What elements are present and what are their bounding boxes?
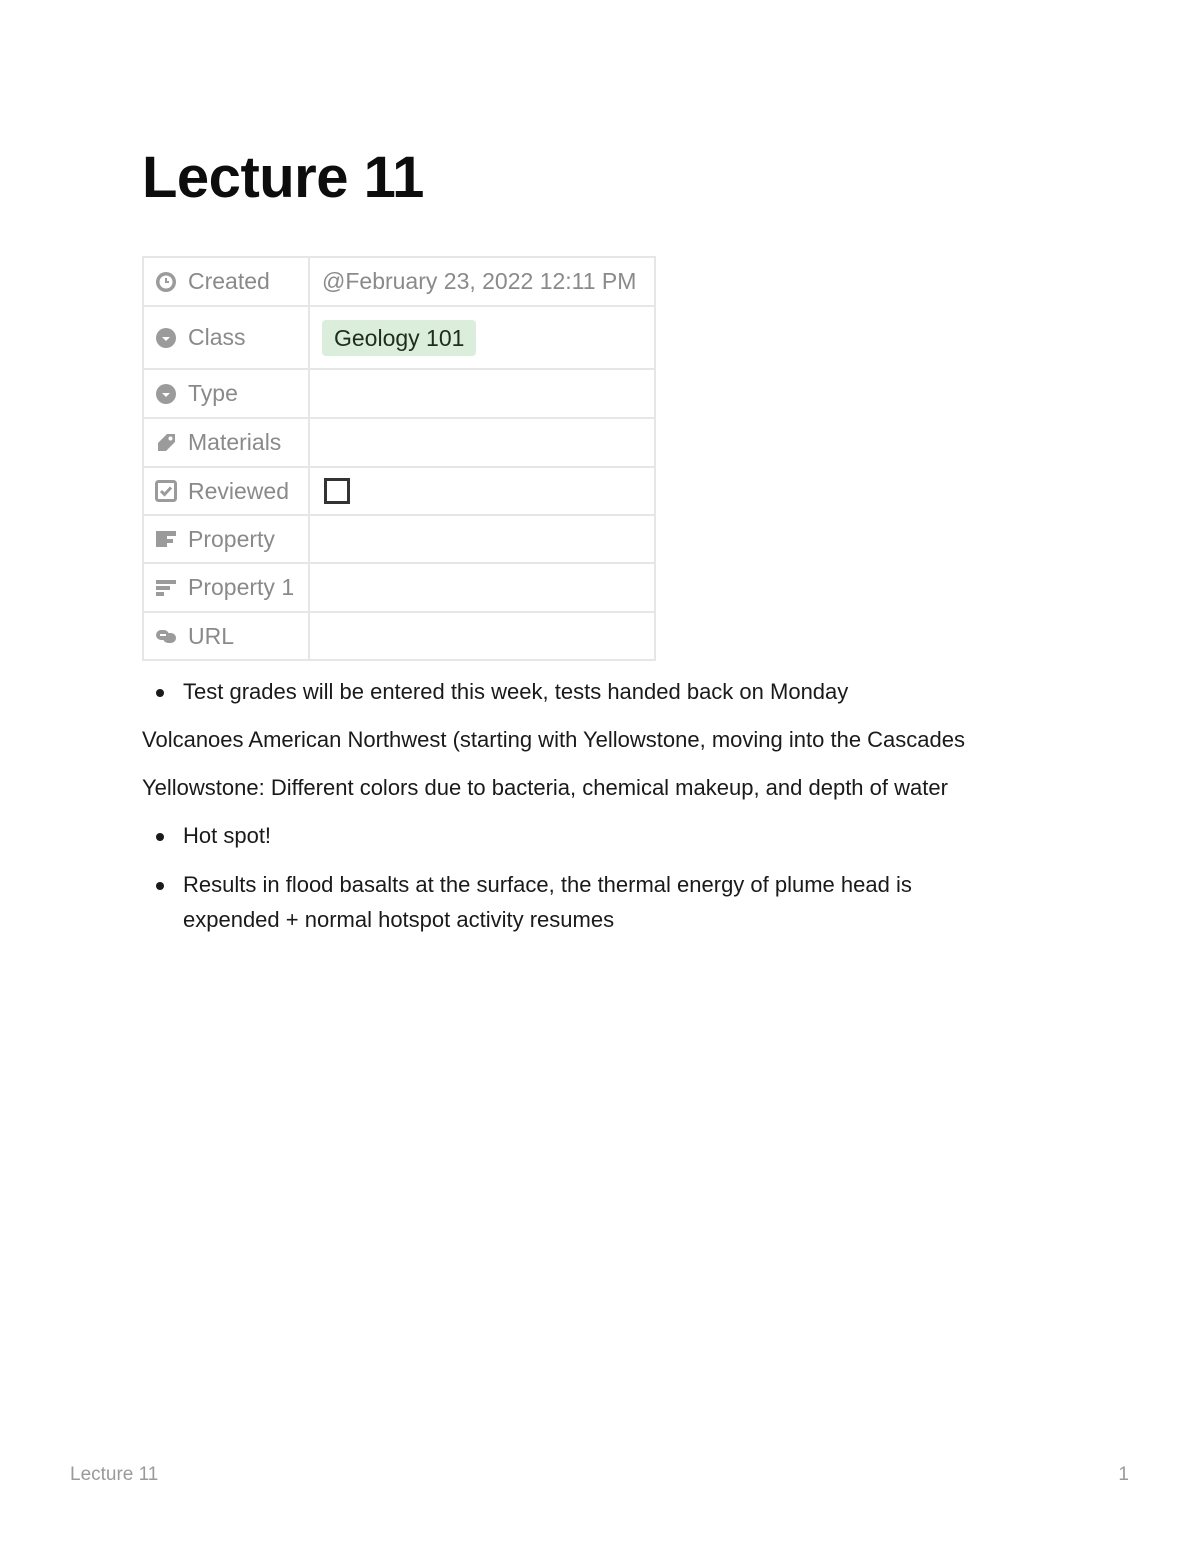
url-value-cell[interactable] [309, 612, 655, 660]
bullet-list [142, 674, 1042, 710]
bullet-list [142, 818, 1042, 937]
property-key[interactable] [143, 369, 309, 418]
select-icon [155, 327, 177, 349]
property-row-url [143, 612, 655, 660]
materials-value-cell[interactable] [309, 418, 655, 467]
property-key[interactable] [143, 563, 309, 612]
select-icon [155, 383, 177, 405]
text-icon [155, 528, 177, 550]
property-label: Property 1 [188, 574, 295, 600]
class-tag[interactable]: Geology 101 [322, 320, 476, 356]
property-label: Reviewed [188, 477, 289, 504]
list-item: Hot spot! [142, 818, 1042, 854]
page-number: 1 [1118, 1464, 1129, 1485]
created-value-cell[interactable] [309, 257, 655, 306]
property-key[interactable] [143, 418, 309, 467]
list-item: Results in flood basalts at the surface, the thermal energy of plume head is expended + normal hotspot activity resumes [142, 867, 1013, 937]
type-value-cell[interactable] [309, 369, 655, 418]
clock-icon [155, 271, 177, 293]
text-icon [155, 577, 177, 599]
property-value-cell[interactable] [309, 515, 655, 563]
footer-title: Lecture 11 [70, 1464, 159, 1485]
property-row-type [143, 369, 655, 418]
property-key[interactable] [143, 306, 309, 369]
property-row-reviewed [143, 467, 655, 515]
property-1-value-cell[interactable] [309, 563, 655, 612]
property-row-materials [143, 418, 655, 467]
property-label: Class [188, 324, 246, 350]
property-key[interactable] [143, 467, 309, 515]
checkbox-icon [155, 480, 177, 502]
property-row-created [143, 257, 655, 306]
property-label: URL [188, 622, 235, 649]
reviewed-value-cell [309, 467, 655, 515]
class-value-cell[interactable] [309, 306, 655, 369]
file-icon [155, 432, 177, 454]
property-key[interactable] [143, 257, 309, 306]
properties-table [142, 256, 656, 661]
property-label: Property [188, 525, 275, 552]
property-row-class [143, 306, 655, 369]
property-label: Type [188, 380, 238, 406]
paragraph: Volcanoes American Northwest (starting with Yellowstone, moving into the Cascades [142, 727, 965, 752]
property-key[interactable] [143, 515, 309, 563]
property-key[interactable] [143, 612, 309, 660]
property-label: Materials [188, 429, 282, 455]
property-label: Created [188, 268, 270, 294]
list-item: Test grades will be entered this week, tests handed back on Monday [142, 674, 1042, 710]
reviewed-checkbox[interactable] [324, 478, 350, 504]
property-row-property-1 [143, 563, 655, 612]
page-title: Lecture 11 [142, 145, 424, 210]
paragraph: Yellowstone: Different colors due to bacteria, chemical makeup, and depth of water [142, 775, 948, 800]
property-row-property [143, 515, 655, 563]
page-content [142, 674, 1042, 937]
link-icon [155, 625, 177, 647]
created-value: @February 23, 2022 12:11 PM [322, 268, 637, 294]
